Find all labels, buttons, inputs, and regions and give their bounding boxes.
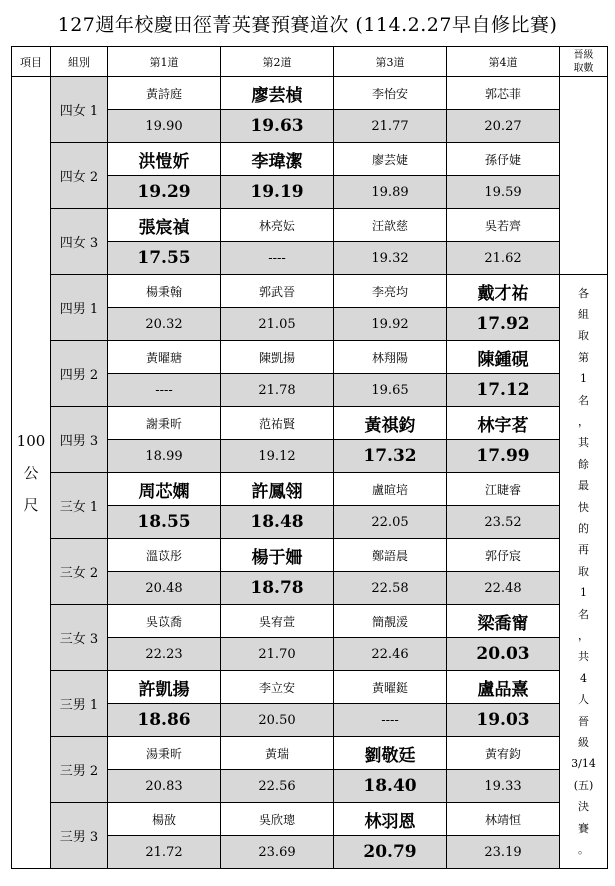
group-label: 三女 1 [51,473,108,539]
qualify-note-char: 決 [578,800,589,814]
athlete-name: 戴才祐 [447,275,560,308]
athlete-name: 李立安 [221,671,334,704]
qualify-note-char: (五) [573,778,594,792]
athlete-name: 吳宥萱 [221,605,334,638]
athlete-name: 吳苡喬 [108,605,221,638]
athlete-time: 18.78 [221,572,334,605]
athlete-time: 19.90 [108,110,221,143]
name-row [12,209,608,242]
athlete-name: 簡靚湲 [334,605,447,638]
athlete-name: 林亮妘 [221,209,334,242]
header-item: 項目 [12,47,51,77]
athlete-time: 18.40 [334,770,447,803]
event-char: 尺 [23,495,39,514]
athlete-name: 林靖恒 [447,803,560,836]
athlete-time: 19.12 [221,440,334,473]
athlete-name: 黃瑞 [221,737,334,770]
group-label: 四男 1 [51,275,108,341]
athlete-time: 17.32 [334,440,447,473]
athlete-time: 21.62 [447,242,560,275]
header-qualify-line: 取數 [573,62,594,74]
group-label: 三男 3 [51,803,108,869]
name-row [12,407,608,440]
group-label: 四女 2 [51,143,108,209]
athlete-time: 19.19 [221,176,334,209]
athlete-time: 18.86 [108,704,221,737]
athlete-time: 20.03 [447,638,560,671]
qualify-note-char: 級 [578,736,589,750]
athlete-name: 郭芯菲 [447,77,560,110]
qualify-note-char: 第 [578,350,589,364]
qualify-note-char: 取 [578,329,589,343]
athlete-time: 17.12 [447,374,560,407]
qualify-note-char: 的 [578,521,589,535]
athlete-time: 23.52 [447,506,560,539]
athlete-name: 洪愷妡 [108,143,221,176]
group-label: 三女 3 [51,605,108,671]
qualify-note-char: 1 [580,586,587,600]
athlete-time: 19.29 [108,176,221,209]
qualify-note-char: 其 [578,436,589,450]
athlete-name: 孫伃婕 [447,143,560,176]
athlete-name: 陳鍾硯 [447,341,560,374]
header-lane-4: 第4道 [447,47,560,77]
name-row [12,671,608,704]
athlete-time: 19.32 [334,242,447,275]
event-char: 公 [23,463,39,482]
athlete-name: 盧暄培 [334,473,447,506]
athlete-name: 廖芸婕 [334,143,447,176]
qualify-note-char: 再 [578,543,589,557]
athlete-time: 22.48 [447,572,560,605]
athlete-time: 20.27 [447,110,560,143]
athlete-name: 湯秉昕 [108,737,221,770]
name-row [12,473,608,506]
athlete-name: 林宇茗 [447,407,560,440]
header-lane-2: 第2道 [221,47,334,77]
athlete-time: 19.03 [447,704,560,737]
qualify-note-char: 1 [580,372,587,386]
athlete-time: 23.19 [447,836,560,869]
athlete-time: 21.72 [108,836,221,869]
qualify-note-char: 共 [578,650,589,664]
athlete-time: 17.99 [447,440,560,473]
athlete-name: 周芯嫻 [108,473,221,506]
athlete-time: 17.92 [447,308,560,341]
athlete-name: 鄭語晨 [334,539,447,572]
athlete-name: 李怡安 [334,77,447,110]
group-label: 三男 1 [51,671,108,737]
athlete-time: 20.50 [221,704,334,737]
athlete-time: 22.23 [108,638,221,671]
header-row [12,47,608,77]
athlete-name: 盧品熹 [447,671,560,704]
athlete-time: 21.77 [334,110,447,143]
athlete-time: 22.56 [221,770,334,803]
athlete-name: 郭伃宸 [447,539,560,572]
athlete-name: 張宸禎 [108,209,221,242]
qualify-note-char: 快 [578,500,589,514]
qualify-note [560,275,608,869]
athlete-time: 20.32 [108,308,221,341]
athlete-time: 19.92 [334,308,447,341]
athlete-time: 21.05 [221,308,334,341]
name-row [12,539,608,572]
athlete-time: 21.78 [221,374,334,407]
header-lane-3: 第3道 [334,47,447,77]
athlete-name: 許鳳翎 [221,473,334,506]
qualify-note-char: 晉 [578,714,589,728]
athlete-name: 李亮均 [334,275,447,308]
athlete-name: 廖芸楨 [221,77,334,110]
athlete-time: 19.63 [221,110,334,143]
event-char: 100 [16,431,46,450]
qualify-note-char: 4 [580,671,587,685]
qualify-note-char: 賽 [578,821,589,835]
qualify-note-char: ， [578,414,589,428]
athlete-time: 20.48 [108,572,221,605]
qualify-note-char: 各 [578,286,589,300]
group-label: 三女 2 [51,539,108,605]
qualify-note-char: 。 [578,843,589,857]
athlete-name: 黃宥鈞 [447,737,560,770]
name-row [12,803,608,836]
athlete-name: 梁喬甯 [447,605,560,638]
athlete-time: 18.48 [221,506,334,539]
athlete-time: 23.69 [221,836,334,869]
athlete-name: 吳若齊 [447,209,560,242]
header-qualify-line: 晉級 [573,49,594,61]
group-label: 四男 3 [51,407,108,473]
group-label: 四女 3 [51,209,108,275]
header-group: 組別 [51,47,108,77]
athlete-name: 陳凱揚 [221,341,334,374]
athlete-time: ---- [221,242,334,275]
athlete-name: 江睫睿 [447,473,560,506]
athlete-name: 黃曜鋌 [334,671,447,704]
qualify-note-char: 名 [578,607,589,621]
athlete-name: 林羽恩 [334,803,447,836]
athlete-name: 黃詩庭 [108,77,221,110]
athlete-time: 20.83 [108,770,221,803]
athlete-time: 19.65 [334,374,447,407]
athlete-time: ---- [334,704,447,737]
heat-lane-table [11,46,608,869]
event-cell [12,77,51,869]
qualify-note-char: 人 [578,693,589,707]
athlete-time: 19.59 [447,176,560,209]
name-row [12,737,608,770]
athlete-name: 楊于姍 [221,539,334,572]
group-label: 三男 2 [51,737,108,803]
page-title: 127週年校慶田徑菁英賽預賽道次 (114.2.27早自修比賽) [57,14,558,36]
athlete-name: 郭武晉 [221,275,334,308]
name-row [12,275,608,308]
athlete-time: 22.05 [334,506,447,539]
header-qualify [560,47,608,77]
athlete-time: 21.70 [221,638,334,671]
athlete-name: 范祐賢 [221,407,334,440]
athlete-name: 許凱揚 [108,671,221,704]
athlete-name: 黃祺鈞 [334,407,447,440]
athlete-name: 汪歆慈 [334,209,447,242]
group-label: 四男 2 [51,341,108,407]
athlete-time: 18.99 [108,440,221,473]
athlete-name: 溫苡彤 [108,539,221,572]
qualify-note-char: 3/14 [571,757,596,771]
athlete-name: 黃曜瑭 [108,341,221,374]
athlete-name: 李瑋潔 [221,143,334,176]
athlete-time: 19.33 [447,770,560,803]
athlete-time: 17.55 [108,242,221,275]
name-row [12,77,608,110]
qualify-blank [560,77,608,275]
athlete-name: 謝秉昕 [108,407,221,440]
athlete-name: 楊秉翰 [108,275,221,308]
qualify-note-char: 組 [578,307,589,321]
athlete-time: 20.79 [334,836,447,869]
athlete-name: 劉敬廷 [334,737,447,770]
qualify-note-char: 餘 [578,457,589,471]
qualify-note-char: ， [578,629,589,643]
group-label: 四女 1 [51,77,108,143]
athlete-time: 22.46 [334,638,447,671]
athlete-time: 22.58 [334,572,447,605]
athlete-name: 吳欣璁 [221,803,334,836]
qualify-note-char: 名 [578,393,589,407]
name-row [12,605,608,638]
qualify-note-char: 取 [578,564,589,578]
athlete-time: ---- [108,374,221,407]
qualify-note-char: 最 [578,479,589,493]
athlete-name: 楊敔 [108,803,221,836]
name-row [12,143,608,176]
athlete-time: 19.89 [334,176,447,209]
header-lane-1: 第1道 [108,47,221,77]
athlete-name: 林翔陽 [334,341,447,374]
athlete-time: 18.55 [108,506,221,539]
name-row [12,341,608,374]
